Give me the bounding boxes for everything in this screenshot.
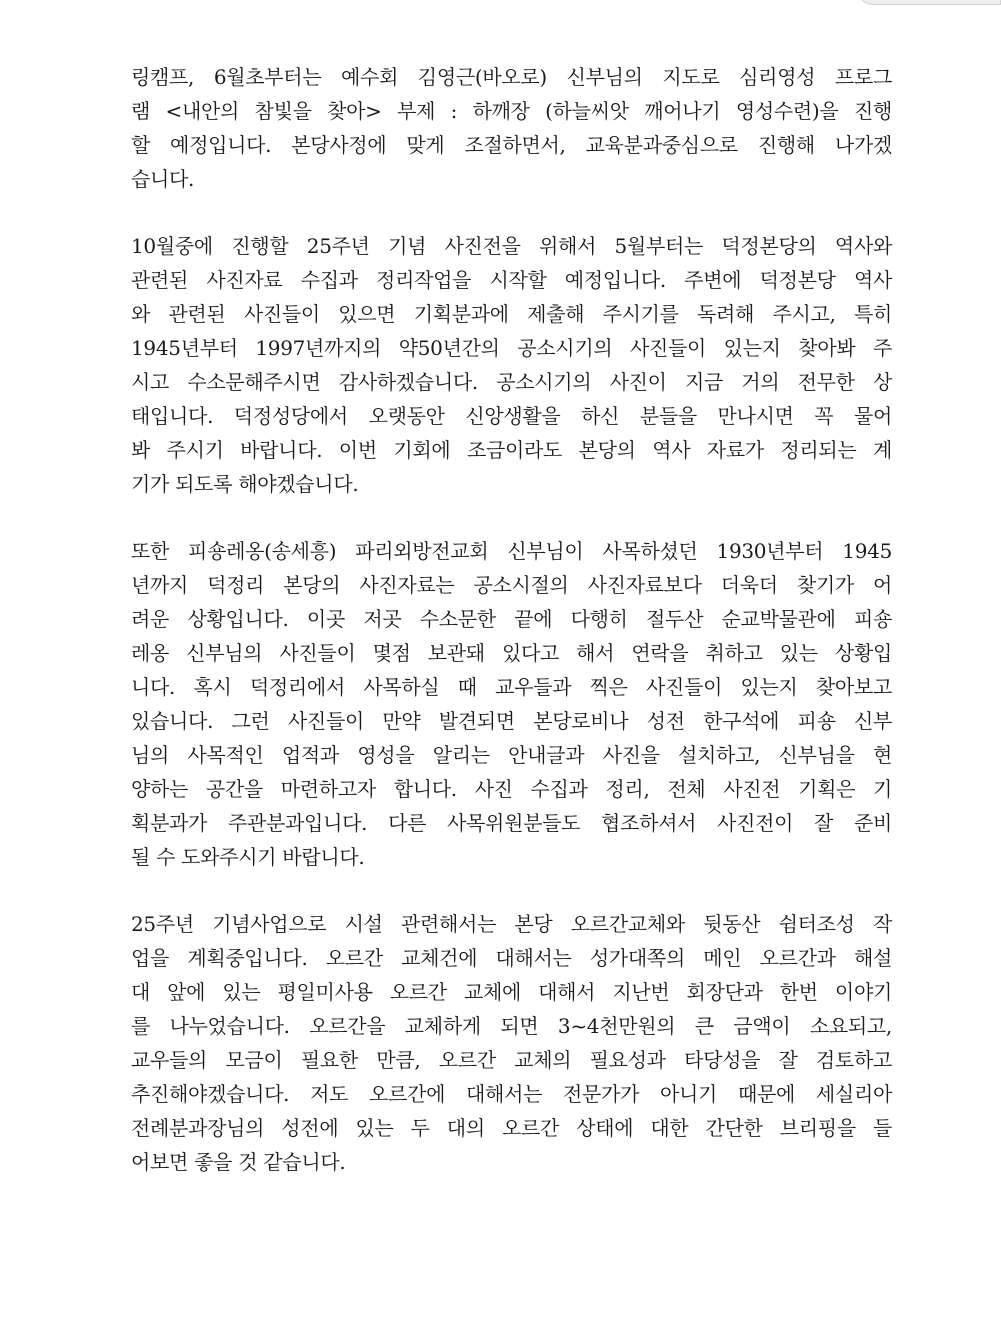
text-line: 획분과가 주관분과입니다. 다른 사목위원분들도 협조하셔서 사진전이 잘 준비 xyxy=(131,811,892,835)
text-line: 있습니다. 그런 사진들이 만약 발견되면 본당로비나 성전 한구석에 피숑 신부 xyxy=(131,709,892,733)
text-line: 레옹 신부님의 사진들이 몇점 보관돼 있다고 해서 연락을 취하고 있는 상황입 xyxy=(131,641,892,665)
text-line: 업을 계획중입니다. 오르간 교체건에 대해서는 성가대쪽의 메인 오르간과 해설 xyxy=(131,946,892,970)
text-line: 링캠프, 6월초부터는 예수회 김영근(바오로) 신부님의 지도로 심리영성 프로그 xyxy=(131,65,892,89)
document-page xyxy=(131,60,892,1212)
text-line: 양하는 공간을 마련하고자 합니다. 사진 수집과 정리, 전체 사진전 기획은 기 xyxy=(131,777,892,801)
text-line: 또한 피숑레옹(송세흥) 파리외방전교회 신부님이 사목하셨던 1930년부터 1945 xyxy=(131,539,892,563)
top-corner-shape xyxy=(859,0,1001,5)
text-line: 관련된 사진자료 수집과 정리작업을 시작할 예정입니다. 주변에 덕정본당 역사 xyxy=(131,268,892,292)
text-line: 년까지 덕정리 본당의 사진자료는 공소시절의 사진자료보다 더욱더 찾기가 어 xyxy=(131,573,892,597)
text-line: 를 나누었습니다. 오르간을 교체하게 되면 3~4천만원의 큰 금액이 소요되고, xyxy=(131,1014,892,1038)
text-line: 습니다. xyxy=(131,167,195,191)
text-line: 대 앞에 있는 평일미사용 오르간 교체에 대해서 지난번 회장단과 한번 이야기 xyxy=(131,980,892,1004)
text-line: 될 수 도와주시기 바랍니다. xyxy=(131,845,365,869)
paragraph-organ-replacement xyxy=(131,907,892,1179)
text-line: 태입니다. 덕정성당에서 오랫동안 신앙생활을 하신 분들을 만나시면 꼭 물어 xyxy=(131,404,892,428)
text-line: 1945년부터 1997년까지의 약50년간의 공소시기의 사진들이 있는지 찾아봐 주 xyxy=(131,336,892,360)
paragraph-program xyxy=(131,60,892,196)
paragraph-photo-exhibition xyxy=(131,229,892,501)
text-line: 시고 수소문해주시면 감사하겠습니다. 공소시기의 사진이 지금 거의 전무한 상 xyxy=(131,370,892,394)
text-line: 어보면 좋을 것 같습니다. xyxy=(131,1150,346,1174)
text-line: 봐 주시기 바랍니다. 이번 기회에 조금이라도 본당의 역사 자료가 정리되는 계 xyxy=(131,438,892,462)
text-line: 와 관련된 사진들이 있으면 기획분과에 제출해 주시기를 독려해 주시고, 특히 xyxy=(131,302,892,326)
text-line: 25주년 기념사업으로 시설 관련해서는 본당 오르간교체와 뒷동산 쉼터조성 작 xyxy=(131,912,892,936)
text-line: 기가 되도록 해야겠습니다. xyxy=(131,472,359,496)
text-line: 려운 상황입니다. 이곳 저곳 수소문한 끝에 다행히 절두산 순교박물관에 피숑 xyxy=(131,607,892,631)
text-line: 추진해야겠습니다. 저도 오르간에 대해서는 전문가가 아니기 때문에 세실리아 xyxy=(131,1082,892,1106)
text-line: 교우들의 모금이 필요한 만큼, 오르간 교체의 필요성과 타당성을 잘 검토하고 xyxy=(131,1048,892,1072)
text-line: 전례분과장님의 성전에 있는 두 대의 오르간 상태에 대한 간단한 브리핑을 들 xyxy=(131,1116,892,1140)
paragraph-pichon-photos xyxy=(131,534,892,874)
text-line: 니다. 혹시 덕정리에서 사목하실 때 교우들과 찍은 사진들이 있는지 찾아보고 xyxy=(131,675,892,699)
text-line: 램 <내안의 참빛을 찾아> 부제 : 하깨장 (하늘씨앗 깨어나기 영성수련)을 진행 xyxy=(131,99,892,123)
text-line: 할 예정입니다. 본당사정에 맞게 조절하면서, 교육분과중심으로 진행해 나가겠 xyxy=(131,133,892,157)
text-line: 10월중에 진행할 25주년 기념 사진전을 위해서 5월부터는 덕정본당의 역사와 xyxy=(131,234,892,258)
text-line: 님의 사목적인 업적과 영성을 알리는 안내글과 사진을 설치하고, 신부님을 현 xyxy=(131,743,892,767)
